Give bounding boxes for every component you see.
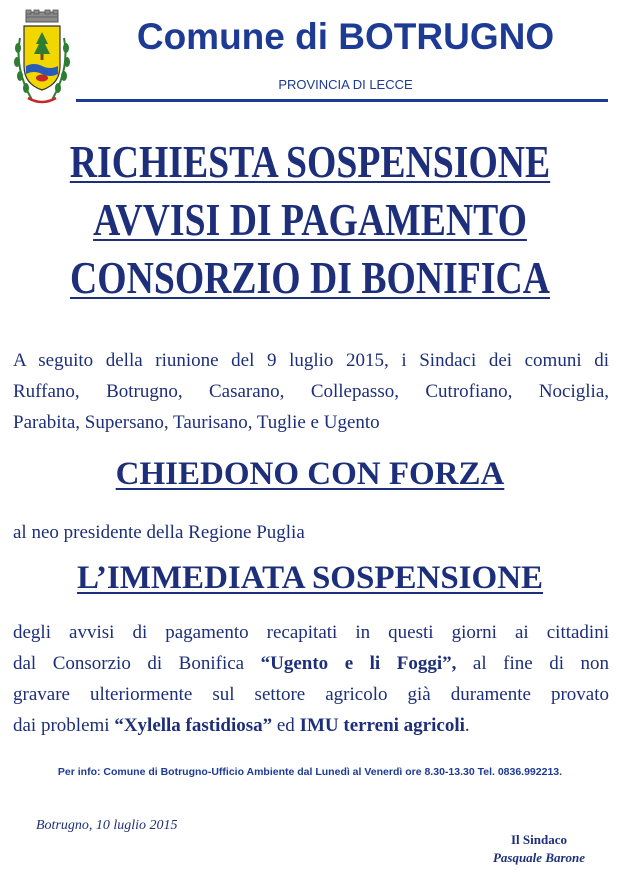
recipient-line: al neo presidente della Regione Puglia [13, 522, 305, 543]
body-text: dal Consorzio di Bonifica [13, 653, 261, 674]
demand-heading: CHIEDONO CON FORZA [115, 456, 505, 492]
place-date: Botrugno, 10 luglio 2015 [36, 818, 178, 833]
body-line-2 [13, 648, 609, 679]
body-text: . [464, 715, 470, 736]
consortium-name: “Ugento e li Foggi”, [260, 653, 457, 674]
signature-name: Pasquale Barone [492, 850, 586, 865]
intro-line: Parabita, Supersano, Taurisano, Tuglie e Ugento [13, 412, 380, 433]
body-text: dai problemi [13, 715, 115, 736]
contact-info: Per info: Comune di Botrugno-Ufficio Ambiente dal Lunedì al Venerdì ore 8.30-13.30 Tel. 0836.992213. [57, 766, 563, 778]
headline-line-2: AVVISI DI PAGAMENTO [93, 194, 527, 245]
recipient-text [13, 517, 609, 548]
crest-icon [12, 8, 72, 110]
header-divider [76, 99, 608, 102]
body-line-4 [13, 710, 609, 741]
action-heading: L’IMMEDIATA SOSPENSIONE [76, 560, 544, 596]
body-paragraph [13, 617, 609, 741]
intro-line: Ruffano, Botrugno, Casarano, Collepasso, Cutrofiano, Nociglia, [13, 381, 609, 402]
body-text: al fine di non [456, 653, 609, 674]
body-line-3: gravare ulteriormente sul settore agricolo già duramente provato [13, 684, 609, 705]
imu-text: IMU terreni agricoli [299, 715, 465, 736]
headline-line-1: RICHIESTA SOSPENSIONE [69, 136, 551, 187]
headline-line-3: CONSORZIO DI BONIFICA [70, 252, 550, 303]
intro-paragraph [13, 345, 609, 438]
town-title: Comune di BOTRUGNO [136, 16, 555, 57]
signature-block [474, 832, 604, 866]
body-text: ed [272, 715, 300, 736]
signature-role: Il Sindaco [511, 832, 567, 847]
intro-line: A seguito della riunione del 9 luglio 2015, i Sindaci dei comuni di [13, 350, 609, 371]
municipal-crest [12, 8, 72, 110]
xylella-text: “Xylella fastidiosa” [114, 715, 273, 736]
body-line-1: degli avvisi di pagamento recapitati in questi giorni ai cittadini [13, 622, 609, 643]
province-label: PROVINCIA DI LECCE [278, 77, 413, 92]
